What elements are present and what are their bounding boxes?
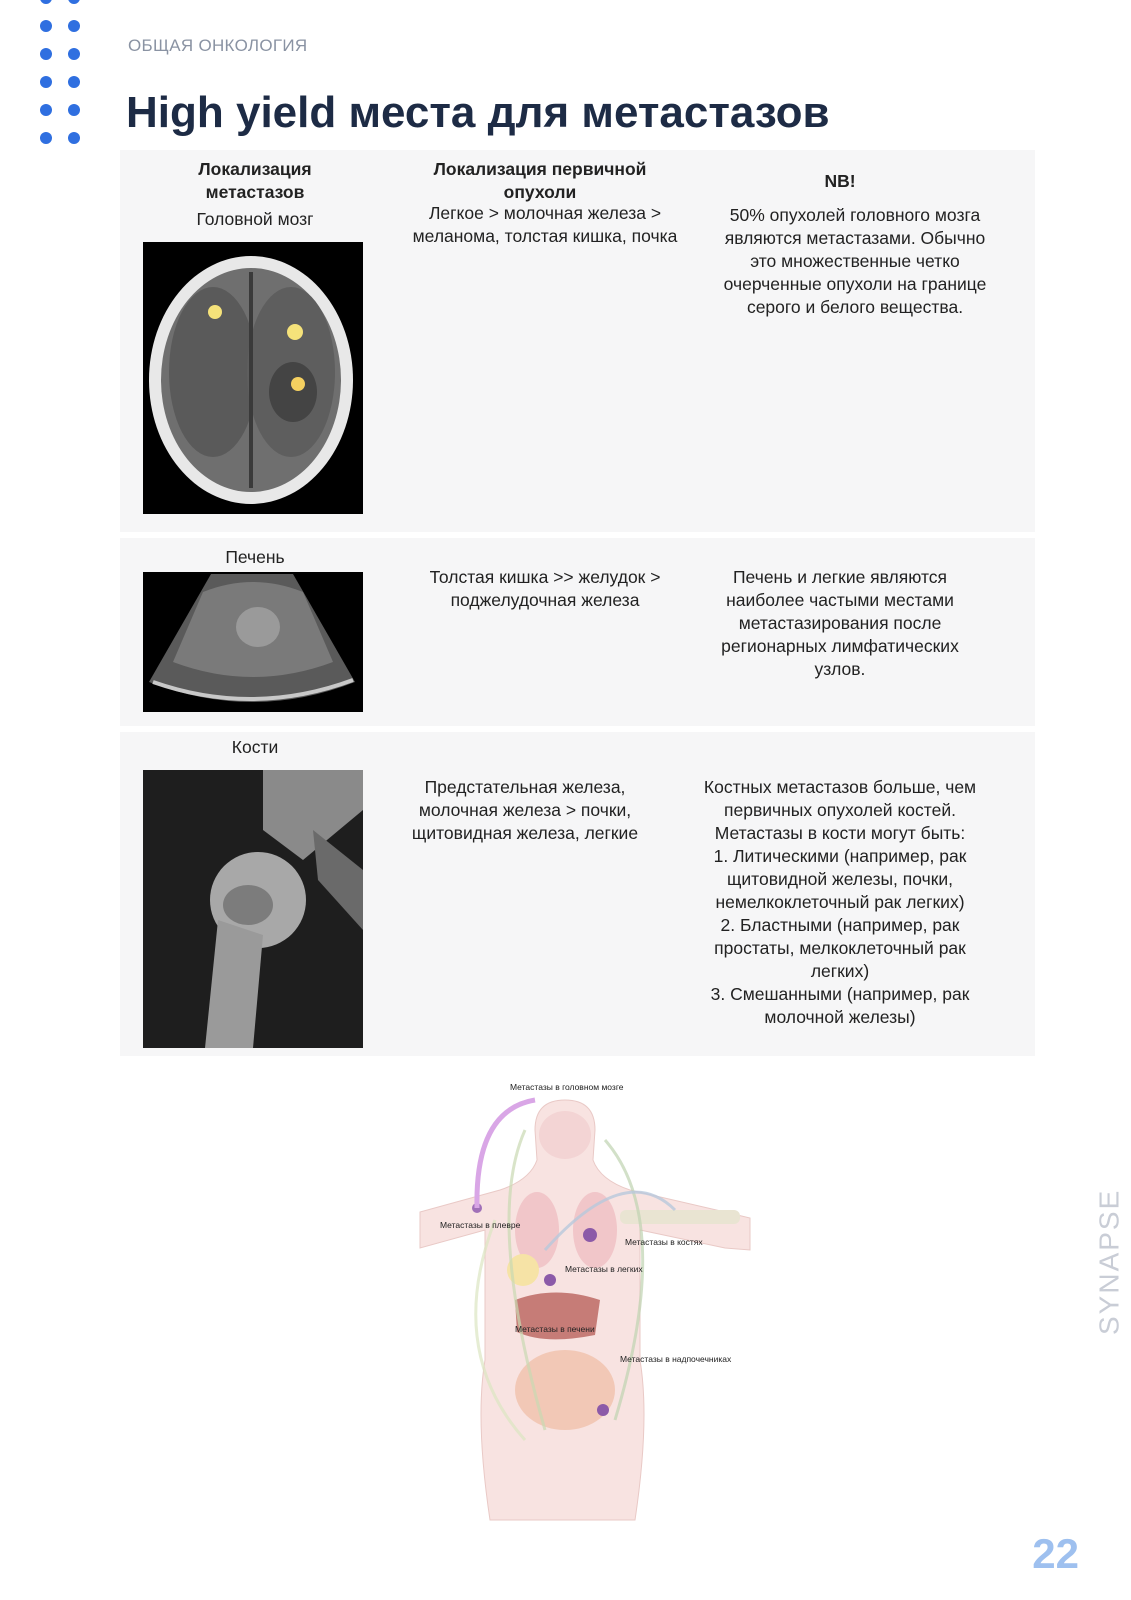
brain-ct-image bbox=[143, 242, 363, 514]
nb-line: 3. Смешанными (например, рак молочной железы) bbox=[710, 984, 970, 1027]
nb-cell: 50% опухолей головного мозга являются метастазами. Обычно это множественные четко очерченные опухоли на границе серого и белого вещества. bbox=[723, 205, 987, 317]
table-row bbox=[120, 732, 1035, 1056]
nb-line: 2. Бластными (например, рак простаты, мелкоклеточный рак легких) bbox=[714, 915, 966, 981]
page-number: 22 bbox=[1032, 1530, 1079, 1577]
table-row bbox=[120, 538, 1035, 726]
column-header-metastasis-site: Локализация метастазов bbox=[198, 159, 312, 202]
nb-line: Костных метастазов больше, чем первичных опухолей костей. bbox=[703, 777, 977, 820]
nb-line: 1. Литическими (например, рак щитовидной железы, почки, немелкоклеточный рак легких) bbox=[713, 846, 967, 912]
site-cell: Кости bbox=[231, 737, 279, 757]
label-adrenal: Метастазы в надпочечниках bbox=[620, 1354, 732, 1364]
table-row bbox=[120, 150, 1035, 532]
page-title: High yield места для метастазов bbox=[126, 88, 830, 137]
label-bones: Метастазы в костях bbox=[625, 1237, 703, 1247]
label-liver: Метастазы в печени bbox=[515, 1324, 595, 1334]
site-cell: Печень bbox=[225, 547, 285, 567]
column-header-nb: NB! bbox=[824, 171, 856, 191]
bone-xray-image bbox=[143, 770, 363, 1048]
brand-watermark: SYNAPSE bbox=[1093, 1188, 1124, 1335]
site-cell: Головной мозг bbox=[196, 209, 314, 229]
label-pleura: Метастазы в плевре bbox=[440, 1220, 521, 1230]
primary-cell: Предстательная железа, молочная железа > почки, щитовидная железа, легкие bbox=[411, 777, 639, 843]
section-label: ОБЩАЯ ОНКОЛОГИЯ bbox=[128, 36, 308, 55]
label-brain: Метастазы в головном мозге bbox=[510, 1082, 624, 1092]
primary-cell: Легкое > молочная железа > меланома, толстая кишка, почка bbox=[412, 203, 678, 246]
metastasis-body-diagram bbox=[425, 1082, 765, 1520]
label-lungs: Метастазы в легких bbox=[565, 1264, 643, 1274]
primary-cell: Толстая кишка >> желудок > поджелудочная железа bbox=[429, 567, 661, 610]
nb-cell: Печень и легкие являются наиболее частыми местами метастазирования после регионарных лимфатических узлов. bbox=[721, 567, 959, 679]
nb-line: Метастазы в кости могут быть: bbox=[714, 823, 966, 843]
column-header-primary-tumor: Локализация первичной опухоли bbox=[433, 159, 647, 202]
liver-ultrasound-image bbox=[143, 572, 363, 712]
nb-cell bbox=[690, 776, 990, 1029]
